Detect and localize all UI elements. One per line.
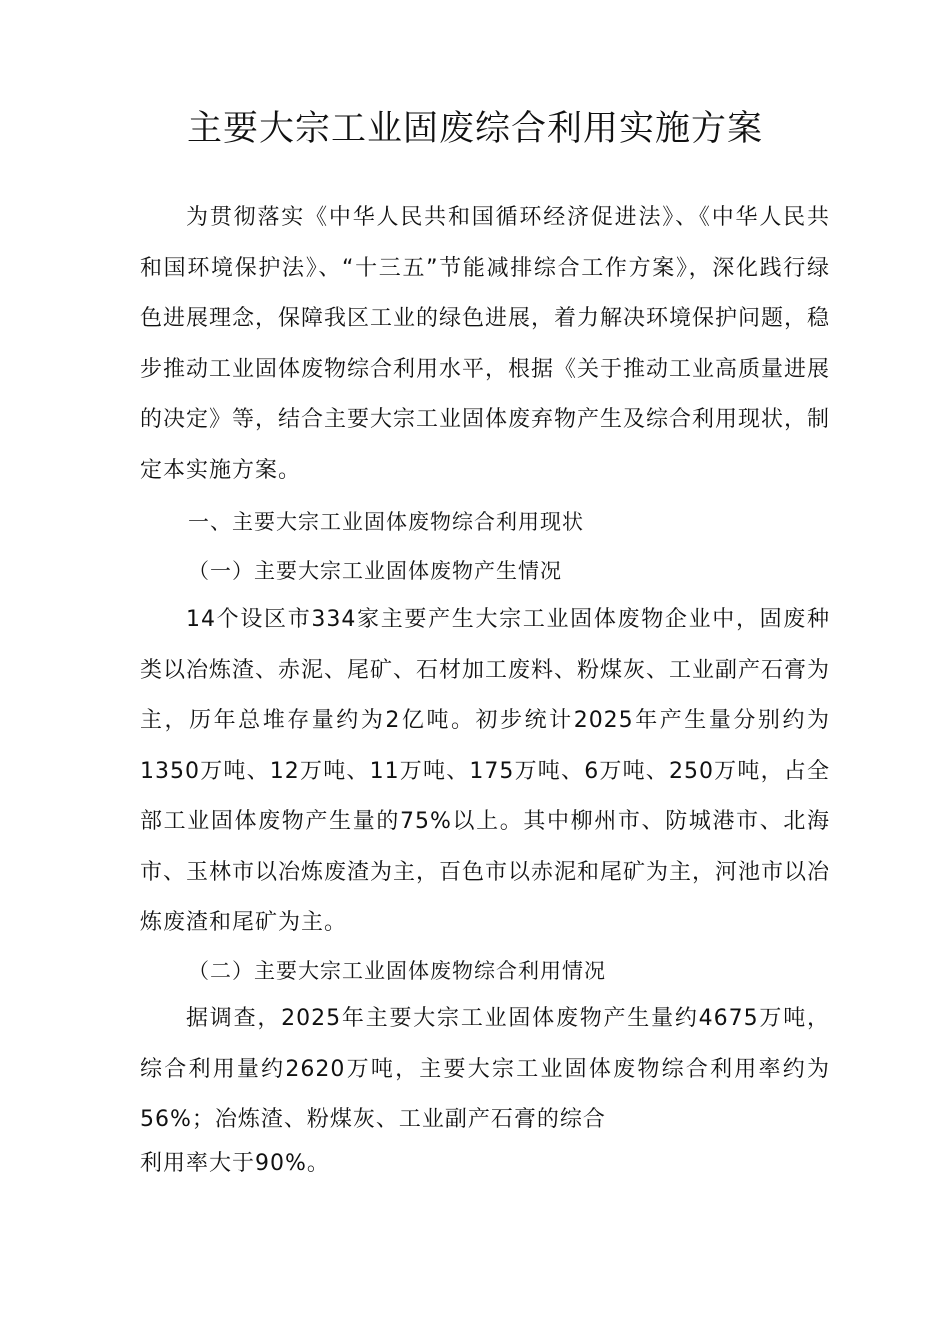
subsection-1-heading: （一）主要大宗工业固体废物产生情况: [188, 559, 562, 583]
subsection-2-body: 据调查，2025年主要大宗工业固体废物产生量约4675万吨，综合利用量约2620万吨，主要大宗工业固体废物综合利用率约为56%；冶炼渣、粉煤灰、工业副产石膏的综合: [140, 1006, 830, 1132]
intro-paragraph: 为贯彻落实《中华人民共和国循环经济促进法》、《中华人民共和国环境保护法》、“十三五”节能减排综合工作方案》，深化践行绿色进展理念，保障我区工业的绿色进展，着力解决环境保护问题，稳步推动工业固体废物综合利用水平，根据《关于推动工业高质量进展的决定》等，结合主要大宗工业固体废弃物产生及综合利用现状，制定本实施方案。: [140, 205, 831, 483]
subsection-2-tail: 利用率大于90%。: [140, 1151, 330, 1176]
subsection-2-heading: （二）主要大宗工业固体废物综合利用情况: [188, 959, 606, 983]
section-1-heading: 一、主要大宗工业固体废物综合利用现状: [188, 510, 584, 534]
subsection-1-body: 14个设区市334家主要产生大宗工业固体废物企业中，固废种类以冶炼渣、赤泥、尾矿、石材加工废料、粉煤灰、工业副产石膏为主，历年总堆存量约为2亿吨。初步统计2025年产生量分别约为1350万吨、12万吨、11万吨、175万吨、6万吨、250万吨，占全部工业固体废物产生量的75%以上。其中柳州市、防城港市、北海市、玉林市以冶炼废渣为主，百色市以赤泥和尾矿为主，河池市以冶炼废渣和尾矿为主。: [140, 607, 831, 935]
document-title: 主要大宗工业固废综合利用实施方案: [186, 109, 763, 149]
